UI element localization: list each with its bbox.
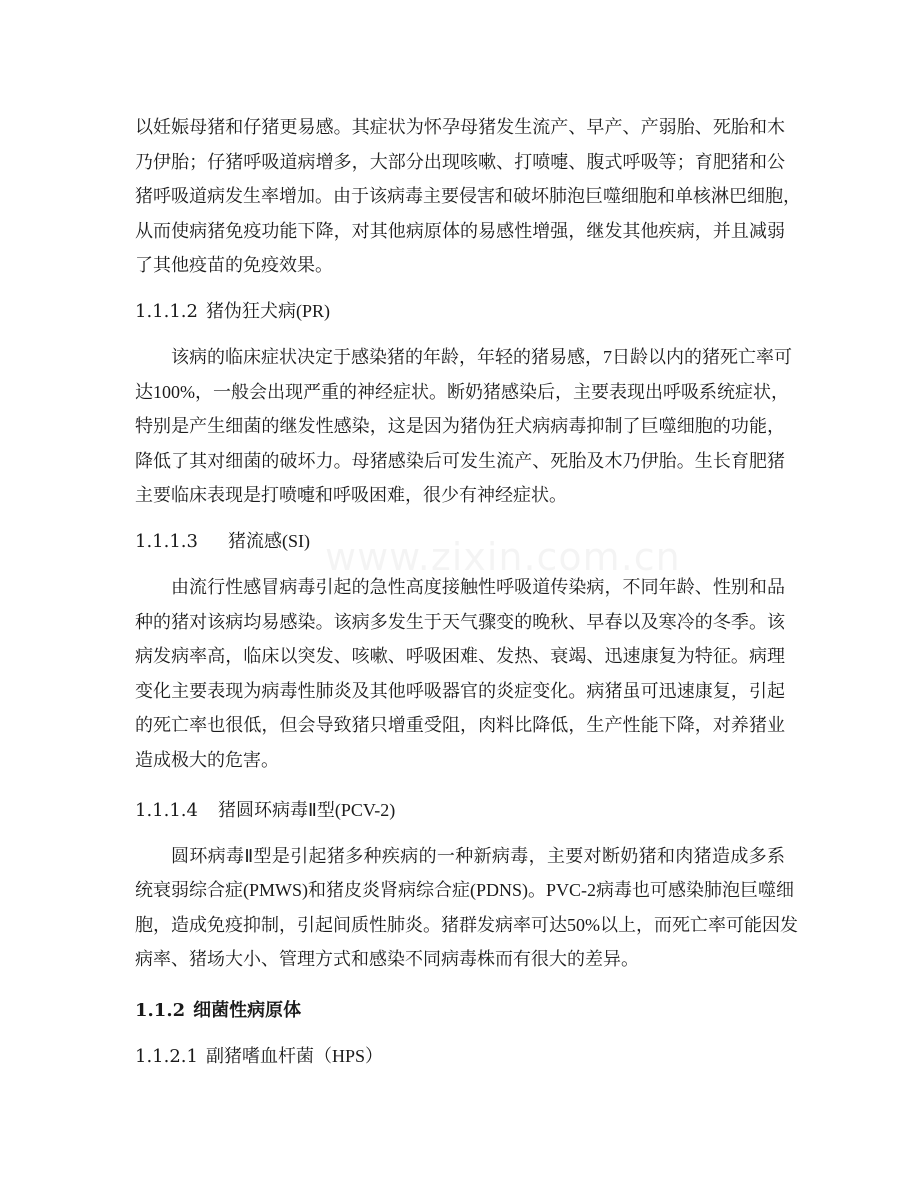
heading-number: 1.1.2 — [135, 1000, 186, 1021]
heading-number: 1.1.1.3 — [135, 531, 198, 552]
paragraph-line: 主要临床表现是打喷嚏和呼吸困难，很少有神经症状。 — [135, 485, 567, 505]
paragraph-line: 以妊娠母猪和仔猪更易感。其症状为怀孕母猪发生流产、早产、产弱胎、死胎和木 — [135, 117, 785, 137]
section-heading — [135, 793, 785, 828]
heading-title: 副猪嗜血杆菌（HPS） — [205, 1046, 384, 1066]
section-heading — [135, 524, 785, 559]
document-body — [135, 110, 801, 1074]
heading-title: 猪伪狂犬病(PR) — [205, 301, 330, 321]
paragraph-line: 了其他疫苗的免疫效果。 — [135, 255, 333, 275]
paragraph — [135, 570, 785, 777]
paragraph-line: 降低了其对细菌的破坏力。母猪感染后可发生流产、死胎及木乃伊胎。生长育肥猪 — [135, 450, 785, 471]
section-heading — [135, 294, 785, 329]
paragraph-line: 统衰弱综合症(PMWS)和猪皮炎肾病综合症(PDNS)。PVC-2病毒也可感染肺泡巨噬细 — [135, 880, 795, 900]
section-heading — [135, 1039, 785, 1074]
paragraph — [135, 839, 798, 977]
paragraph-line: 的死亡率也很低，但会导致猪只增重受阻，肉料比降低，生产性能下降，对养猪业 — [135, 715, 785, 735]
paragraph-line: 病发病率高，临床以突发、咳嗽、呼吸困难、发热、衰竭、迅速康复为特征。病理 — [135, 646, 785, 666]
paragraph-line: 该病的临床症状决定于感染猪的年龄，年轻的猪易感，7日龄以内的猪死亡率可 — [171, 347, 792, 367]
paragraph-line: 从而使病猪免疫功能下降，对其他病原体的易感性增强，继发其他疾病，并且减弱 — [135, 220, 785, 241]
paragraph — [135, 110, 801, 283]
paragraph-line: 圆环病毒Ⅱ型是引起猪多种疾病的一种新病毒，主要对断奶猪和肉猪造成多系 — [171, 845, 785, 866]
section-heading — [135, 993, 785, 1028]
paragraph-line: 胞，造成免疫抑制，引起间质性肺炎。猪群发病率可达50%以上，而死亡率可能因发 — [135, 914, 798, 935]
heading-number: 1.1.1.4 — [135, 799, 198, 821]
heading-title: 猪圆环病毒Ⅱ型(PCV-2) — [217, 799, 396, 820]
paragraph-line: 造成极大的危害。 — [135, 749, 279, 770]
heading-number: 1.1.1.2 — [135, 301, 198, 322]
paragraph-line: 猪呼吸道病发生率增加。由于该病毒主要侵害和破坏肺泡巨噬细胞和单核淋巴细胞， — [135, 186, 801, 206]
heading-number: 1.1.2.1 — [135, 1046, 198, 1067]
paragraph-line: 乃伊胎；仔猪呼吸道病增多，大部分出现咳嗽、打喷嚏、腹式呼吸等；育肥猪和公 — [135, 151, 785, 172]
paragraph-line: 变化主要表现为病毒性肺炎及其他呼吸器官的炎症变化。病猪虽可迅速康复，引起 — [135, 680, 785, 701]
heading-title: 细菌性病原体 — [193, 1000, 302, 1020]
paragraph-line: 达100%，一般会出现严重的神经症状。断奶猪感染后，主要表现出呼吸系统症状， — [135, 381, 789, 402]
paragraph-line: 病率、猪场大小、管理方式和感染不同病毒株而有很大的差异。 — [135, 949, 639, 969]
heading-title: 猪流感(SI) — [227, 531, 310, 551]
paragraph-line: 特别是产生细菌的继发性感染，这是因为猪伪狂犬病病毒抑制了巨噬细胞的功能， — [135, 416, 785, 436]
paragraph-line: 由流行性感冒病毒引起的急性高度接触性呼吸道传染病，不同年龄、性别和品 — [171, 577, 785, 597]
paragraph — [135, 340, 792, 513]
paragraph-line: 种的猪对该病均易感染。该病多发生于天气骤变的晚秋、早春以及寒冷的冬季。该 — [135, 611, 785, 632]
